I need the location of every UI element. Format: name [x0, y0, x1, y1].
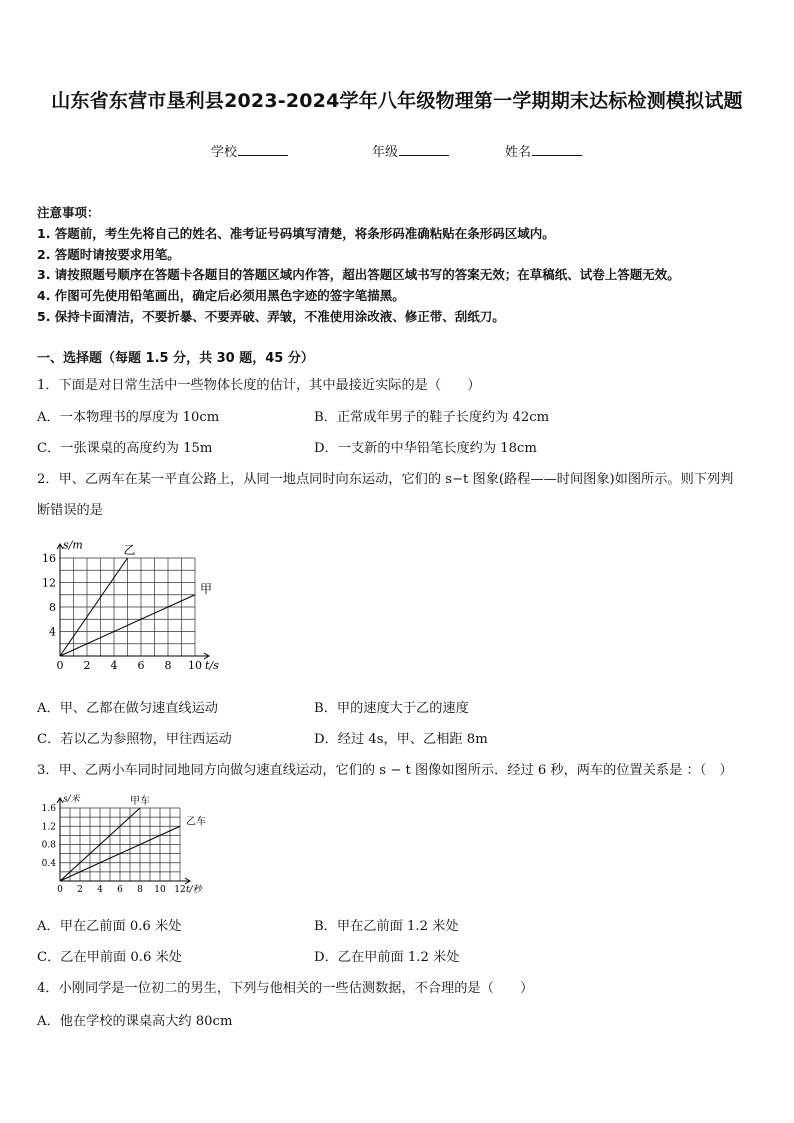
q4-option-a[interactable]: A．他在学校的课桌高大约 80cm [37, 1014, 233, 1029]
name-label: 姓名 [505, 145, 532, 160]
q2-option-c[interactable]: C．若以乙为参照物，甲往西运动 [37, 732, 232, 747]
x-tick-label: 12 [174, 885, 186, 895]
series-label: 甲车 [130, 796, 150, 807]
series-label: 乙车 [186, 816, 206, 828]
x-tick-label: 8 [137, 885, 143, 895]
question-2-stem-cont: 断错误的是 [37, 503, 103, 518]
x-tick-label: 2 [77, 885, 83, 895]
question-2-stem: 2．甲、乙两车在某一平直公路上，从同一地点同时向东运动，它们的 s−t 图象(路程——时间图象)如图所示。则下列判 [37, 472, 734, 487]
q1-option-a[interactable]: A．一本物理书的厚度为 10cm [37, 410, 220, 425]
y-tick-label: 0.8 [41, 840, 56, 851]
notes-heading: 注意事项： [37, 205, 100, 220]
x-tick-label: 4 [97, 885, 103, 895]
x-tick-label: 0 [57, 885, 63, 895]
note-item: 4. 作图可先使用铅笔画出，确定后必须用黑色字迹的签字笔描黑。 [37, 288, 405, 304]
q2-option-a[interactable]: A．甲、乙都在做匀速直线运动 [37, 701, 218, 716]
y-axis-label: s/米 [63, 794, 80, 805]
y-tick-label: 12 [42, 576, 56, 590]
note-item: 3. 请按照题号顺序在答题卡各题目的答题区域内作答，超出答题区域书写的答案无效；在草稿纸、试卷上答题无效。 [37, 267, 680, 283]
question-1-stem: 1．下面是对日常生活中一些物体长度的估计，其中最接近实际的是（ ） [37, 378, 481, 393]
series-label: 乙 [123, 543, 136, 557]
school-label: 学校 [211, 145, 238, 160]
x-tick-label: 6 [137, 659, 145, 672]
q3-option-b[interactable]: B．甲在乙前面 1.2 米处 [314, 919, 459, 934]
notes-block [37, 203, 680, 328]
series-label: 甲 [200, 581, 213, 596]
grade-blank[interactable] [399, 144, 449, 156]
name-field [505, 141, 582, 160]
question-3-stem: 3．甲、乙两小车同时同地同方向做匀速直线运动，它们的 s − t 图像如图所示．经过 6 秒，两车的位置关系是 ：（ ） [37, 763, 733, 778]
name-blank[interactable] [532, 144, 582, 156]
note-item: 5. 保持卡面清洁，不要折暴、不要弄破、弄皱，不准使用涂改液、修正带、刮纸刀。 [37, 308, 505, 324]
y-tick-label: 1.6 [41, 804, 56, 815]
x-tick-label: 2 [83, 659, 91, 672]
y-tick-label: 16 [42, 551, 56, 565]
grade-field [372, 141, 449, 160]
x-tick-label: 6 [117, 885, 123, 895]
q1-option-d[interactable]: D．一支新的中华铅笔长度约为 18cm [314, 441, 537, 456]
grade-label: 年级 [372, 145, 399, 160]
q3-option-c[interactable]: C．乙在甲前面 0.6 米处 [37, 950, 182, 965]
q2-option-d[interactable]: D．经过 4s，甲、乙相距 8m [314, 732, 488, 747]
x-tick-label: 10 [154, 885, 166, 895]
q1-option-b[interactable]: B．正常成年男子的鞋子长度约为 42cm [314, 410, 550, 425]
q3-option-a[interactable]: A．甲在乙前面 0.6 米处 [37, 919, 182, 934]
q3-option-d[interactable]: D．乙在甲前面 1.2 米处 [314, 950, 460, 965]
section-title: 一、选择题（每题 1.5 分，共 30 题，45 分） [37, 351, 314, 366]
y-tick-label: 0.4 [41, 858, 56, 869]
y-axis-label: s/m [63, 538, 83, 552]
q2-option-b[interactable]: B．甲的速度大于乙的速度 [314, 701, 469, 716]
q1-option-c[interactable]: C．一张课桌的高度约为 15m [37, 441, 213, 456]
school-blank[interactable] [238, 144, 288, 156]
x-tick-label: 4 [110, 659, 118, 672]
y-tick-label: 4 [49, 625, 56, 639]
y-tick-label: 8 [49, 600, 56, 614]
x-axis-label: t/s [205, 659, 219, 672]
note-item: 1. 答题前，考生先将自己的姓名、准考证号码填写清楚，将条形码准确粘贴在条形码区域内。 [37, 225, 555, 241]
x-tick-label: 10 [188, 659, 202, 672]
school-field [211, 141, 288, 160]
chart-q2 [36, 532, 246, 677]
note-item: 2. 答题时请按要求用笔。 [37, 246, 180, 262]
chart-q3 [36, 788, 216, 900]
page-title: 山东省东营市垦利县2023-2024学年八年级物理第一学期期末达标检测模拟试题 [51, 90, 743, 112]
x-tick-label: 8 [164, 659, 172, 672]
y-tick-label: 1.2 [41, 822, 56, 833]
x-tick-label: 0 [56, 659, 64, 672]
x-axis-label: t/秒 [186, 885, 202, 895]
question-4-stem: 4．小刚同学是一位初二的男生，下列与他相关的一些估测数据，不合理的是（ ） [37, 981, 534, 996]
